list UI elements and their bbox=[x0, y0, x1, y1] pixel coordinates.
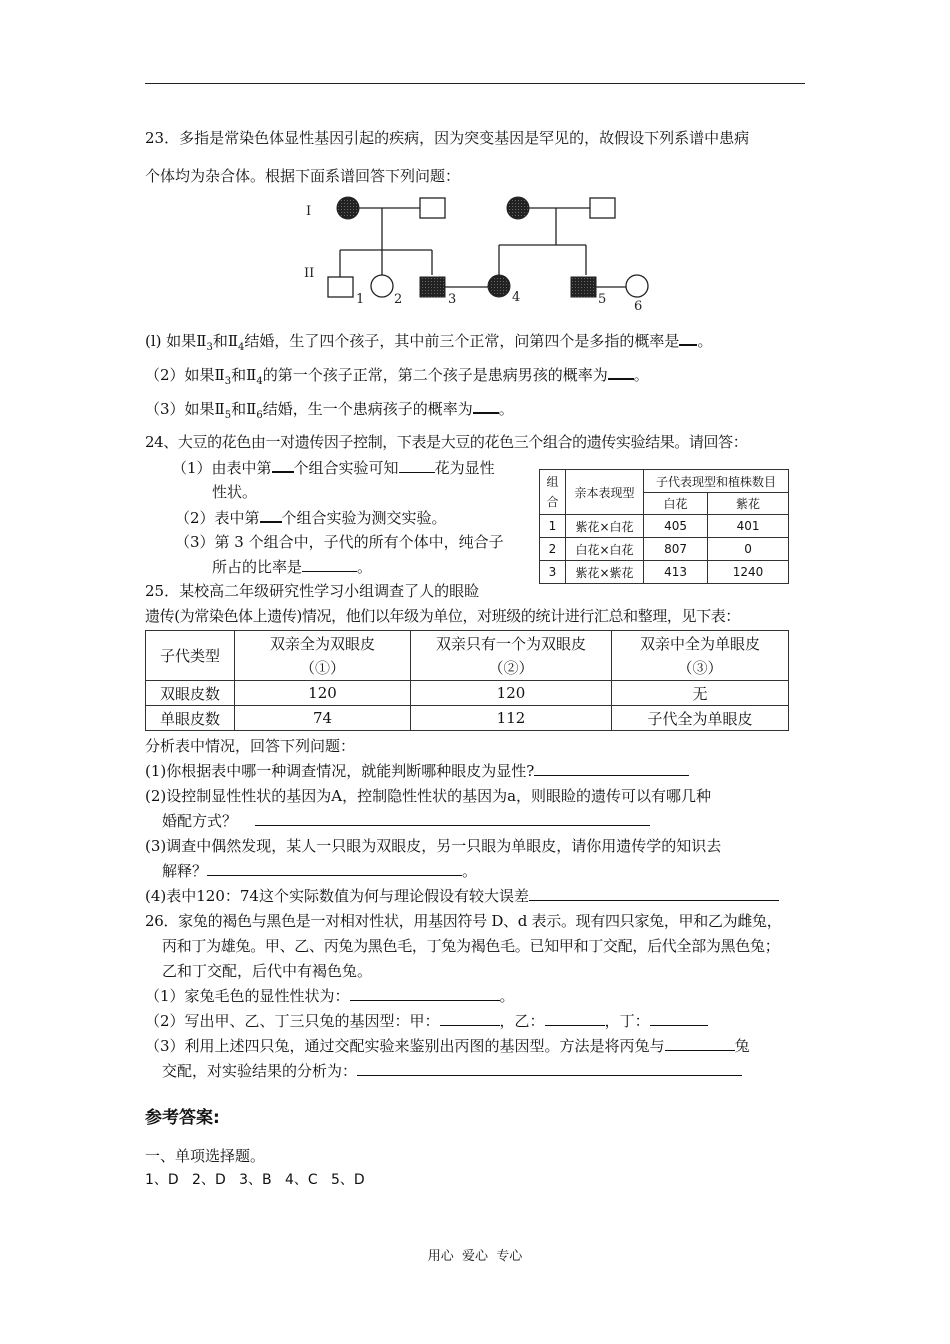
answer-blank[interactable] bbox=[650, 1011, 708, 1026]
pedigree-II-1 bbox=[328, 277, 353, 297]
answer-blank[interactable] bbox=[302, 557, 357, 572]
q26-line3: 乙和丁交配，后代中有褐色兔。 bbox=[162, 962, 373, 980]
q24-sub3: （3）第 3 个组合中，子代的所有个体中，纯合子 bbox=[175, 533, 504, 551]
gen-II-label: II bbox=[304, 266, 315, 281]
q23-line1: 23．多指是常染色体显性基因引起的疾病，因为突变基因是罕见的，故假设下列系谱中患病 bbox=[145, 129, 750, 147]
q24-sub1: （1）由表中第 个组合实验可知 花为显性 bbox=[172, 459, 495, 477]
q25-sub1: (1)你根据表中哪一种调查情况，就能判断哪种眼皮为显性? bbox=[145, 761, 689, 781]
eyelid-table: 子代类型 双亲全为双眼皮 （①） 双亲只有一个为双眼皮 （②） 双亲中全为单眼皮 （③） 双眼皮数 120 120 无 单眼皮数 74 112 子代全为单眼皮 bbox=[145, 630, 789, 731]
table-row: 1 紫花×白花 405 401 bbox=[540, 515, 789, 538]
pedigree-II-4 bbox=[488, 275, 510, 297]
answer-blank[interactable] bbox=[545, 1011, 605, 1026]
pedigree-chart bbox=[290, 185, 670, 310]
pedigree-II-3 bbox=[420, 277, 445, 297]
q24-line1: 24、大豆的花色由一对遗传因子控制，下表是大豆的花色三个组合的遗传实验结果。请回答： bbox=[145, 433, 748, 451]
q26-sub2: （2）写出甲、乙、丁三只兔的基因型：甲： ，乙： ，丁： bbox=[145, 1011, 708, 1031]
pedigree-label: 2 bbox=[394, 292, 403, 307]
answer-blank[interactable] bbox=[473, 398, 499, 414]
pedigree-I-male-right bbox=[590, 198, 615, 218]
q25-analysis: 分析表中情况，回答下列问题： bbox=[145, 737, 356, 755]
q23-sub3: （3）如果$Ⅱ_5$和$Ⅱ_6$结婚，生一个患病孩子的概率为 。 bbox=[145, 400, 514, 421]
page-footer: 用心 爱心 专心 bbox=[427, 1249, 523, 1264]
q26-line2: 丙和丁为雄兔。甲、乙、丙兔为黑色毛，丁兔为褐色毛。已知甲和丁交配，后代全部为黑色兔； bbox=[162, 937, 780, 955]
gen-I-label: I bbox=[306, 204, 312, 219]
answer-blank[interactable] bbox=[350, 986, 500, 1001]
answer-blank[interactable] bbox=[529, 886, 779, 901]
answer-blank[interactable] bbox=[679, 330, 697, 346]
header-rule bbox=[145, 83, 805, 84]
q25-line2: 遗传(为常染色体上遗传)情况，他们以年级为单位，对班级的统计进行汇总和整理，见下表： bbox=[145, 607, 740, 625]
q23-sub2: （2）如果$Ⅱ_3$和$Ⅱ_4$的第一个孩子正常，第二个孩子是患病男孩的概率为 。 bbox=[145, 366, 649, 387]
table-row: 双眼皮数 120 120 无 bbox=[146, 681, 789, 706]
pedigree-II-5 bbox=[571, 277, 596, 297]
pedigree-label: 1 bbox=[356, 292, 365, 307]
table-row: 2 白花×白花 807 0 bbox=[540, 538, 789, 561]
answers-title: 参考答案: bbox=[145, 1108, 220, 1128]
q26-sub3-cont: 交配，对实验结果的分析为： bbox=[162, 1061, 742, 1081]
answer-blank[interactable] bbox=[608, 364, 634, 380]
pedigree-I-male-left bbox=[420, 198, 445, 218]
q25-sub2: (2)设控制显性性状的基因为A，控制隐性性状的基因为a，则眼睑的遗传可以有哪几种 bbox=[145, 787, 712, 805]
q24-sub3-cont: 所占的比率是 。 bbox=[212, 558, 373, 576]
answer-blank[interactable] bbox=[207, 861, 462, 876]
answers-line: 1、D 2、D 3、B 4、C 5、D bbox=[145, 1172, 365, 1188]
answer-blank[interactable] bbox=[665, 1036, 735, 1051]
q25-sub3-cont: 解释？ 。 bbox=[162, 862, 478, 880]
answer-blank[interactable] bbox=[357, 1061, 742, 1076]
pedigree-I-female-affected-left bbox=[337, 197, 359, 219]
pedigree-II-2 bbox=[371, 275, 393, 297]
q24-sub1-cont: 性状。 bbox=[212, 483, 258, 501]
q25-sub4: (4)表中120：74这个实际数值为何与理论假设有较大误差 bbox=[145, 886, 779, 906]
pedigree-II-6 bbox=[626, 275, 648, 297]
q26-sub3: （3）利用上述四只兔，通过交配实验来鉴别出丙图的基因型。方法是将丙兔与 兔 bbox=[145, 1037, 750, 1055]
table-row: 单眼皮数 74 112 子代全为单眼皮 bbox=[146, 706, 789, 731]
pedigree-label: 6 bbox=[634, 299, 643, 310]
answers-section: 一、单项选择题。 bbox=[145, 1147, 266, 1165]
q23-line2: 个体均为杂合体。根据下面系谱回答下列问题： bbox=[145, 167, 461, 185]
pedigree-I-female-affected-right bbox=[507, 197, 529, 219]
q24-sub2: （2）表中第 个组合实验为测交实验。 bbox=[175, 509, 447, 527]
q23-sub1: (l) 如果$Ⅱ_3$和$Ⅱ_4$结婚，生了四个孩子，其中前三个正常，问第四个是多指的概率是 。 bbox=[145, 332, 713, 353]
q25-sub3: (3)调查中偶然发现，某人一只眼为双眼皮，另一只眼为单眼皮，请你用遗传学的知识去 bbox=[145, 837, 722, 855]
answer-blank[interactable] bbox=[272, 457, 294, 473]
pedigree-label: 3 bbox=[448, 292, 457, 307]
q26-line1: 26．家兔的褐色与黑色是一对相对性状，用基因符号 D、d 表示。现有四只家兔，甲和乙为雌兔， bbox=[145, 912, 782, 930]
q25-sub2-cont: 婚配方式？ bbox=[162, 811, 650, 831]
pedigree-label: 4 bbox=[512, 290, 521, 305]
flower-color-table: 组 合 亲本表现型 子代表现型和植株数目 白花 紫花 1 紫花×白花 405 401 2 白花×白花 807 0 3 紫花×紫花 413 1240 bbox=[539, 469, 789, 584]
answer-blank[interactable] bbox=[399, 458, 435, 473]
table-row: 3 紫花×紫花 413 1240 bbox=[540, 561, 789, 584]
q26-sub1: （1）家兔毛色的显性性状为： 。 bbox=[145, 987, 515, 1005]
answer-blank[interactable] bbox=[440, 1011, 500, 1026]
pedigree-label: 5 bbox=[598, 292, 607, 307]
answer-blank[interactable] bbox=[255, 811, 650, 826]
answer-blank[interactable] bbox=[260, 507, 282, 523]
answer-blank[interactable] bbox=[534, 761, 689, 776]
q25-line1: 25．某校高二年级研究性学习小组调查了人的眼睑 bbox=[145, 582, 480, 600]
